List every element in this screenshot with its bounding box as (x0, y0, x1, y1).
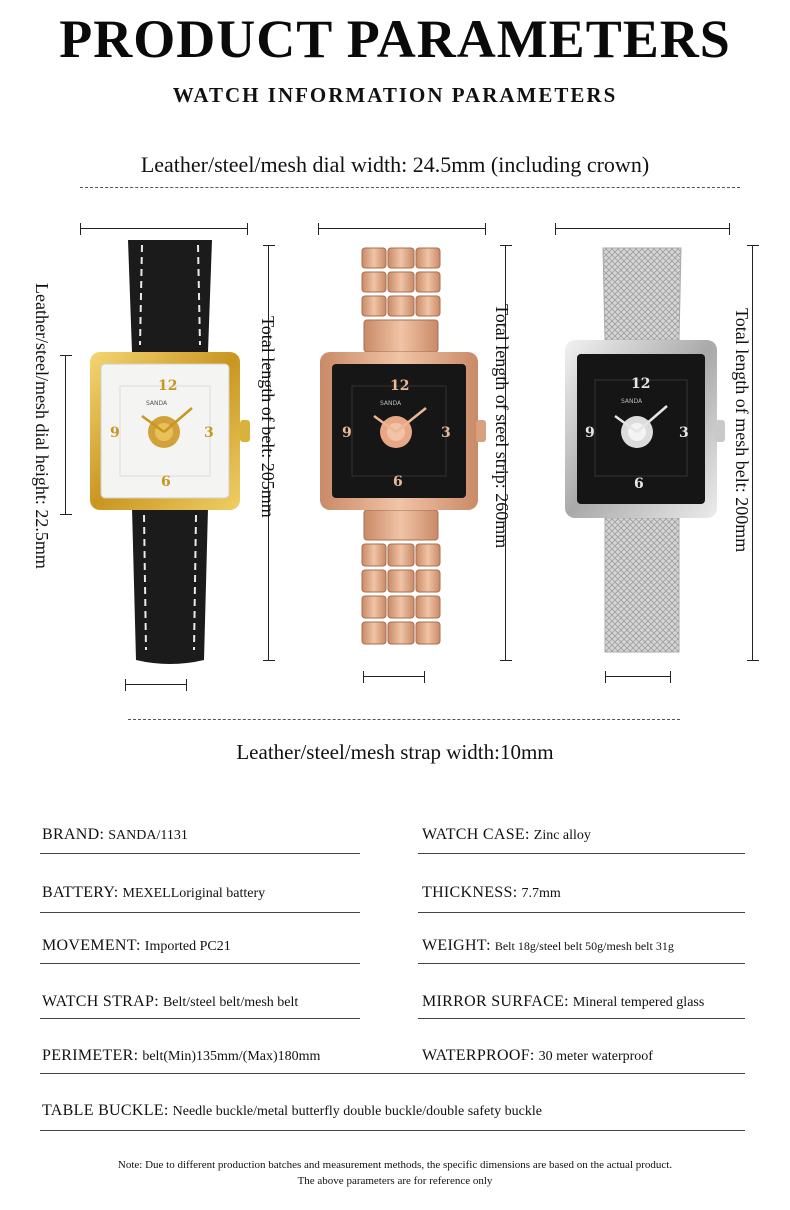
svg-text:SANDA: SANDA (380, 400, 402, 407)
strap-width-label: Leather/steel/mesh strap width:10mm (236, 740, 554, 764)
svg-text:6: 6 (634, 476, 644, 492)
movement-value: Imported PC21 (144, 939, 231, 954)
buckle-value: Needle buckle/metal butterfly double buckle/double safety buckle (172, 1104, 542, 1119)
waterproof-value: 30 meter waterproof (538, 1049, 653, 1064)
svg-text:9: 9 (585, 425, 595, 441)
param-rule (40, 1018, 360, 1019)
battery-key: BATTERY: (42, 884, 119, 901)
strap-width-measure-1 (125, 684, 187, 685)
weight-key: WEIGHT: (422, 937, 491, 954)
buckle-key: TABLE BUCKLE: (42, 1102, 169, 1119)
belt-length-label-1: Total length of belt: 205mm (258, 316, 278, 518)
footnote-line-2: The above parameters are for reference only (297, 1175, 493, 1187)
strap-value: Belt/steel belt/mesh belt (162, 995, 299, 1010)
param-rule (418, 1018, 745, 1019)
param-rule (418, 853, 745, 854)
strap-width-measure-3 (605, 676, 671, 677)
svg-text:3: 3 (441, 425, 451, 441)
svg-text:12: 12 (631, 376, 651, 392)
battery-value: MEXELLoriginal battery (122, 886, 266, 901)
param-rule (40, 1073, 745, 1074)
waterproof-key: WATERPROOF: (422, 1047, 535, 1064)
brand-value: SANDA/1131 (108, 828, 188, 843)
footnote (0, 1157, 790, 1189)
case-value: Zinc alloy (533, 828, 591, 843)
thickness-value: 7.7mm (521, 886, 561, 901)
page-subtitle: WATCH INFORMATION PARAMETERS (172, 83, 618, 107)
svg-text:3: 3 (204, 425, 214, 441)
dial-width-measure-3 (555, 228, 730, 229)
svg-text:9: 9 (342, 425, 352, 441)
perimeter-key: PERIMETER: (42, 1047, 139, 1064)
dotted-divider-bottom (128, 719, 680, 720)
svg-text:6: 6 (161, 474, 171, 490)
watch-steel-image (310, 240, 495, 670)
mirror-value: Mineral tempered glass (572, 995, 705, 1010)
svg-text:12: 12 (158, 378, 178, 394)
param-rule (40, 963, 360, 964)
footnote-line-1: Note: Due to different production batches and measurement methods, the specific dimensions are based on the actual product. (117, 1159, 673, 1171)
perimeter-value: belt(Min)135mm/(Max)180mm (142, 1049, 321, 1064)
dial-width-label: Leather/steel/mesh dial width: 24.5mm (including crown) (140, 152, 650, 177)
param-rule (418, 912, 745, 913)
watch-mesh-image (555, 240, 735, 670)
brand-key: BRAND: (42, 826, 105, 843)
param-rule (40, 912, 360, 913)
dial-width-measure-2 (318, 228, 486, 229)
weight-value: Belt 18g/steel belt 50g/mesh belt 31g (494, 939, 674, 953)
page-title: PRODUCT PARAMETERS (59, 9, 731, 69)
svg-text:12: 12 (390, 378, 410, 394)
thickness-key: THICKNESS: (422, 884, 518, 901)
svg-text:SANDA: SANDA (146, 400, 168, 407)
svg-text:SANDA: SANDA (621, 398, 643, 405)
param-rule (418, 963, 745, 964)
dotted-divider-top (80, 187, 740, 188)
param-rule (40, 853, 360, 854)
svg-text:9: 9 (110, 425, 120, 441)
dial-height-label: Leather/steel/mesh dial height: 22.5mm (32, 283, 52, 569)
strap-width-measure-2 (363, 676, 425, 677)
strap-key: WATCH STRAP: (42, 993, 159, 1010)
movement-key: MOVEMENT: (42, 937, 141, 954)
dial-height-measure (65, 355, 66, 515)
case-key: WATCH CASE: (422, 826, 530, 843)
belt-length-label-3: Total length of mesh belt: 200mm (732, 308, 752, 553)
watch-leather-image (80, 240, 260, 670)
belt-length-label-2: Total length of steel strip: 260mm (492, 304, 512, 549)
svg-text:3: 3 (679, 425, 689, 441)
belt-length-measure-3 (752, 245, 753, 661)
mirror-key: MIRROR SURFACE: (422, 993, 569, 1010)
svg-text:6: 6 (393, 474, 403, 490)
param-rule (40, 1130, 745, 1131)
dial-width-measure-1 (80, 228, 248, 229)
